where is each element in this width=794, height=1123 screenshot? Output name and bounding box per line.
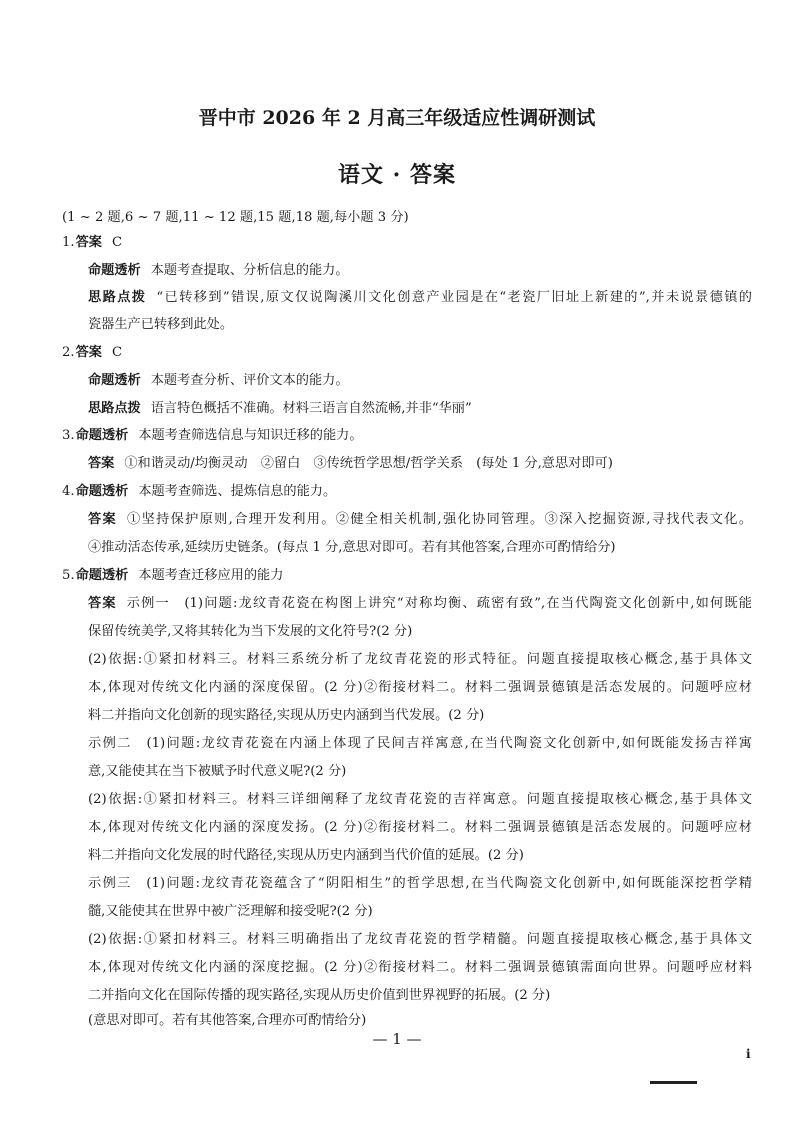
answer-line: 料二并指向文化发展的时代路径,实现从历史内涵到当代价值的延展。(2 分) <box>88 848 524 863</box>
answer-value: C <box>111 345 123 360</box>
q1-hint <box>88 289 752 307</box>
answer-line: 髓,又能使其在世界中被广泛理解和接受呢?(2 分) <box>88 904 373 919</box>
scoring-note: (1 ~ 2 题,6 ~ 7 题,11 ~ 12 题,15 题,18 题,每小题 3 分) <box>62 210 409 225</box>
q1-hint-cont: 瓷器生产已转移到此处。 <box>88 317 234 332</box>
answer-text: ①坚持保护原则,合理开发利用。②健全相关机制,强化协同管理。③深入挖掘资源,寻找代表文化。 <box>127 512 753 527</box>
answer-value: C <box>111 235 123 250</box>
answer-label: 答案 <box>88 456 115 471</box>
question-number: 2. <box>62 345 75 360</box>
q1-analysis <box>88 262 349 280</box>
page-number: — 1 — <box>372 1030 422 1048</box>
answer-label: 答案 <box>88 596 117 611</box>
answer-line: 本,体现对传统文化内涵的深度发扬。(2 分)②衔接材料二。材料二强调景德镇是活态发展的。问题呼应材 <box>88 820 752 835</box>
q4-answer-cont: ④推动活态传承,延续历史链条。(每点 1 分,意思对即可。若有其他答案,合理亦可酌情给分) <box>88 540 616 555</box>
q5-analysis <box>62 567 283 585</box>
corner-mark: i <box>746 1047 751 1061</box>
answer-line: (2)依据:①紧扣材料三。材料三系统分析了龙纹青花瓷的形式特征。问题直接提取核心概念,基于具体文 <box>88 652 752 667</box>
analysis-label: 命题透析 <box>75 568 129 583</box>
answer-line: 保留传统美学,又将其转化为当下发展的文化符号?(2 分) <box>88 624 413 639</box>
q2-answer <box>62 344 122 362</box>
q2-analysis <box>88 372 349 390</box>
analysis-label: 命题透析 <box>88 373 141 388</box>
answer-line: 示例二 (1)问题:龙纹青花瓷在内涵上体现了民间吉祥寓意,在当代陶瓷文化创新中,如何既能发扬吉祥寓 <box>88 736 752 751</box>
q2-hint <box>88 400 472 418</box>
q1-answer <box>62 234 122 252</box>
answer-line: 二并指向文化在国际传播的现实路径,实现从历史价值到世界视野的拓展。(2 分) <box>88 988 551 1003</box>
answer-line: (2)依据:①紧扣材料三。材料三明确指出了龙纹青花瓷的哲学精髓。问题直接提取核心概念,基于具体文 <box>88 932 752 947</box>
answer-label: 答案 <box>75 345 102 360</box>
answer-line: 示例三 (1)问题:龙纹青花瓷蕴含了“阴阳相生”的哲学思想,在当代陶瓷文化创新中,如何既能深挖哲学精 <box>88 876 752 891</box>
analysis-label: 命题透析 <box>75 428 129 443</box>
hint-text: 语言特色概括不准确。材料三语言自然流畅,并非“华丽” <box>150 401 472 416</box>
answer-line: 本,体现对传统文化内涵的深度挖掘。(2 分)②衔接材料二。材料二强调景德镇需面向世界。问题呼应材料 <box>88 960 752 975</box>
answer-line: 意,又能使其在当下被赋予时代意义呢?(2 分) <box>88 764 347 779</box>
answer-line: 料二并指向文化创新的现实路径,实现从历史内涵到当代发展。(2 分) <box>88 708 485 723</box>
answer-text: 示例一 (1)问题:龙纹青花瓷在构图上讲究“对称均衡、疏密有致”,在当代陶瓷文化创新中,如何既能 <box>126 596 752 611</box>
answer-line: (2)依据:①紧扣材料三。材料三详细阐释了龙纹青花瓷的吉祥寓意。问题直接提取核心概念,基于具体文 <box>88 792 752 807</box>
question-number: 5. <box>62 568 75 583</box>
document-title: 晋中市 2026 年 2 月高三年级适应性调研测试 <box>198 107 596 129</box>
scan-artifact <box>650 1081 697 1084</box>
analysis-text: 本题考查提取、分析信息的能力。 <box>150 263 349 278</box>
hint-label: 思路点拨 <box>88 401 141 416</box>
q4-analysis <box>62 483 336 501</box>
analysis-label: 命题透析 <box>75 484 129 499</box>
answer-label: 答案 <box>88 512 118 527</box>
answer-line: (意思对即可。若有其他答案,合理亦可酌情给分) <box>88 1013 367 1028</box>
hint-label: 思路点拨 <box>88 290 147 305</box>
q4-answer <box>88 511 752 529</box>
answer-text: ①和谐灵动/均衡灵动 ②留白 ③传统哲学思想/哲学关系 (每处 1 分,意思对即可) <box>124 456 613 471</box>
question-number: 1. <box>62 235 75 250</box>
q3-answer <box>88 455 613 473</box>
analysis-text: 本题考查分析、评价文本的能力。 <box>150 373 349 388</box>
q5-answer <box>88 595 752 613</box>
answer-label: 答案 <box>75 235 102 250</box>
analysis-text: 本题考查迁移应用的能力 <box>138 568 284 583</box>
analysis-text: 本题考查筛选信息与知识迁移的能力。 <box>138 428 363 443</box>
q3-analysis <box>62 427 363 445</box>
hint-text: “已转移到”错误,原文仅说陶溪川文化创意产业园是在“老瓷厂旧址上新建的”,并未说景德镇的 <box>156 290 752 305</box>
document-subtitle: 语文 · 答案 <box>338 162 456 188</box>
answer-line: 本,体现对传统文化内涵的深度保留。(2 分)②衔接材料二。材料二强调景德镇是活态发展的。问题呼应材 <box>88 680 752 695</box>
question-number: 3. <box>62 428 75 443</box>
analysis-text: 本题考查筛选、提炼信息的能力。 <box>138 484 337 499</box>
analysis-label: 命题透析 <box>88 263 141 278</box>
question-number: 4. <box>62 484 75 499</box>
